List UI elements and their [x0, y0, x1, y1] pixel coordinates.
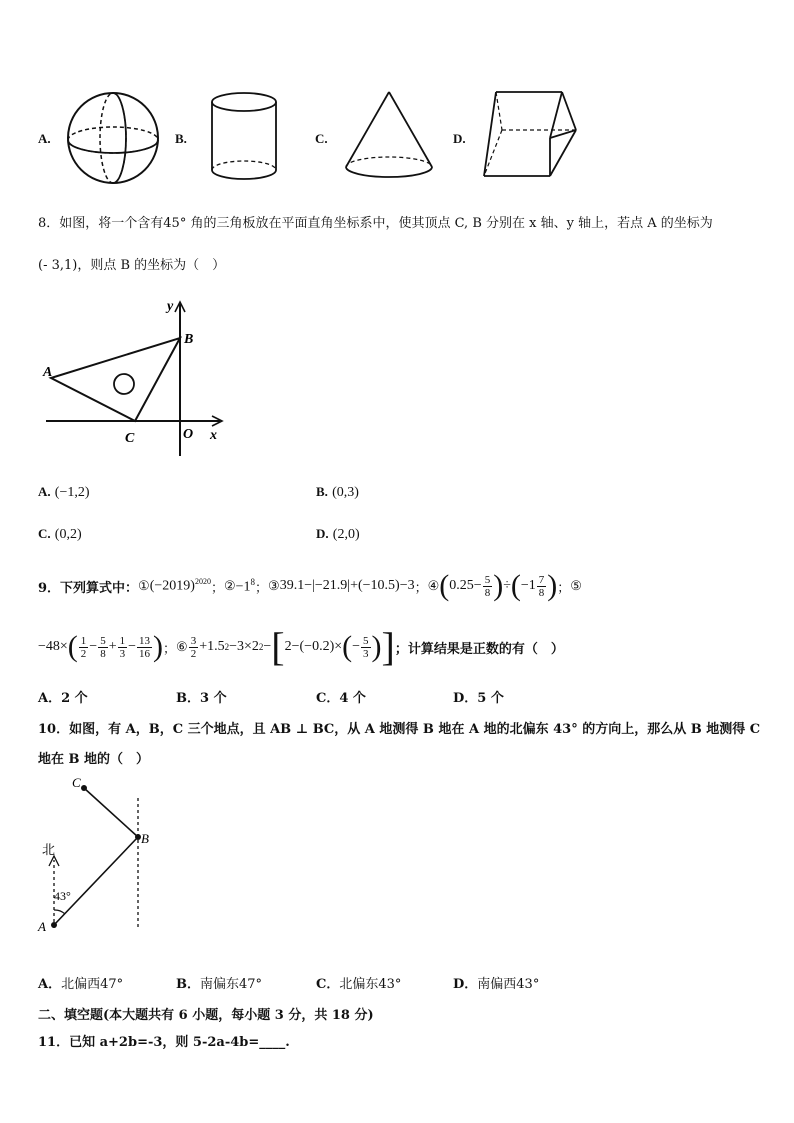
q9-option-b: B．3 个 [176, 691, 227, 706]
q10-label-c: C [72, 775, 81, 790]
q9-expr-6: $\frac{3}{2}$ +1.5 2 −3×2 2 − [ 2−(−0.2)× ( − $\frac{5}{3}$ ) ] [190, 624, 395, 669]
q8-option-a: A. (−1,2) [38, 484, 90, 500]
q8-label-c: C [125, 431, 135, 446]
q10-option-d: D．南偏西43° [453, 977, 540, 992]
q9-option-c: C．4 个 [316, 691, 366, 706]
q9-expr-3: 39.1−|−21.9|+(−10.5)−3 [279, 578, 415, 593]
q8-option-d: D. (2,0) [316, 526, 360, 542]
q8-label-a: A [43, 365, 53, 380]
q8-stem-line1: 8．如图，将一个含有45° 角的三角板放在平面直角坐标系中，使其顶点 C, B 分别在 x 轴、y 轴上，若点 A 的坐标为 [38, 216, 713, 231]
section-2-heading: 二、填空题(本大题共有 6 小题，每小题 3 分，共 18 分) [38, 1008, 374, 1023]
q9-expr-1: $(-2019)^{2020}$ [149, 577, 211, 594]
q7-cylinder-figure [206, 90, 282, 188]
q10-option-c: C．北偏东43° [316, 977, 402, 992]
q10-option-a: A．北偏西47° [38, 977, 124, 992]
q10-stem-line1: 10．如图，有 A，B，C 三个地点，且 AB ⊥ BC，从 A 地测得 B 地在 A 地的北偏东 43° 的方向上，那么从 B 地测得 C [38, 722, 761, 737]
q7-option-b-letter: B. [175, 131, 187, 146]
q8-label-b: B [184, 332, 194, 347]
q7-cone-figure [341, 88, 437, 184]
q7-sphere-figure [64, 88, 162, 188]
q9-expr-2: $-1^8$ [235, 576, 256, 595]
q9-expr-4: ( 0.25− $\frac{5}{8}$ ) ÷ ( −1 $\frac{7}{8}$ ) [439, 569, 558, 602]
q9-option-a: A．2 个 [38, 691, 88, 706]
q7-option-a-letter: A. [38, 131, 51, 146]
q10-direction-figure [34, 770, 164, 950]
q10-label-b: B [141, 831, 149, 846]
q10-label-angle: 43° [54, 889, 71, 903]
q10-label-a: A [38, 919, 46, 934]
q9-stem-line2: −48× ( $\frac{1}{2}$ − $\frac{5}{8}$ + $\frac{1}{3}$ − $\frac{13}{16}$ ) ； ⑥ $\frac{3}{2}$ +1.5 2 −3×2 2 − [ 2−(−0.2)× ( − $\frac{5}{3}$ ) ] ；计算结果是正数的有（ ） [38, 624, 564, 669]
q8-coordinate-figure [40, 296, 240, 462]
q8-option-c: C. (0,2) [38, 526, 82, 542]
q8-stem-line2: (- 3,1)，则点 B 的坐标为（ ） [38, 258, 226, 273]
q9-expr-5: −48× ( $\frac{1}{2}$ − $\frac{5}{8}$ + $\frac{1}{3}$ − $\frac{13}{16}$ ) [38, 630, 164, 663]
q8-label-x: x [210, 428, 217, 443]
q8-label-y: y [167, 299, 174, 314]
q9-option-d: D．5 个 [453, 691, 504, 706]
q10-option-b: B．南偏东47° [176, 977, 263, 992]
q9-stem-line1: 9．下列算式中： ① $(-2019)^{2020}$ ； ② $-1^8$ ； ③ 39.1−|−21.9|+(−10.5)−3 ； ④ ( 0.25− $\frac{5}{8}$ ) ÷ ( −1 $\frac{7}{8}$ ) ； ⑤ [38, 569, 582, 602]
q10-stem-line2: 地在 B 地的（ ） [38, 752, 150, 767]
q7-prism-figure [478, 86, 582, 182]
q7-option-d-letter: D. [453, 131, 466, 146]
q10-label-north: 北 [42, 842, 56, 857]
q11-stem: 11．已知 a+2b=-3，则 5-2a-4b=____. [38, 1035, 290, 1050]
q8-label-o: O [183, 427, 194, 442]
q8-option-b: B. (0,3) [316, 484, 359, 500]
q7-option-c-letter: C. [315, 131, 328, 146]
